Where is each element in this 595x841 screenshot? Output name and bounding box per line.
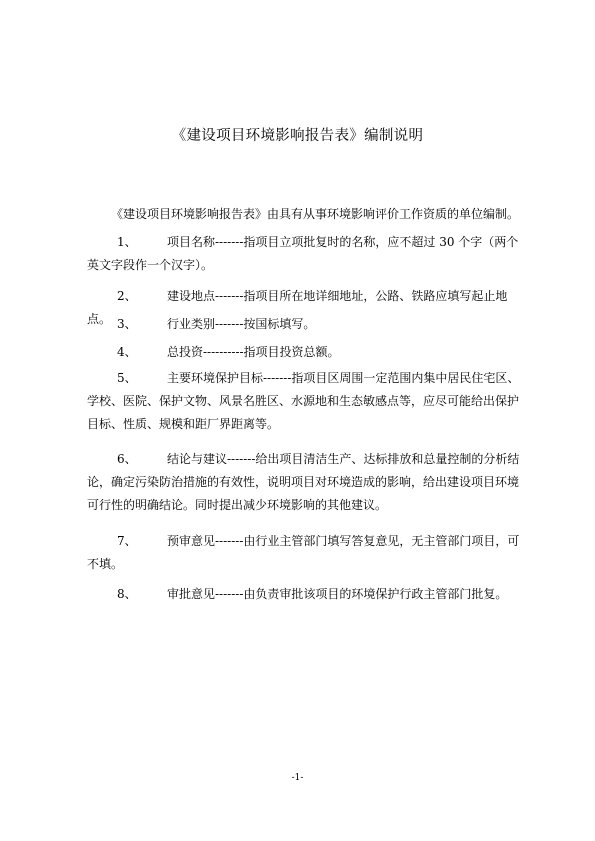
document-title: 《建设项目环境影响报告表》编制说明 bbox=[171, 128, 424, 144]
item-text: 总投资----------指项目投资总额。 bbox=[167, 345, 340, 359]
list-item bbox=[87, 231, 528, 277]
item-number: 8、 bbox=[117, 587, 137, 601]
item-number: 5、 bbox=[117, 371, 137, 385]
item-number: 3、 bbox=[117, 317, 137, 331]
item-text: 项目名称-------指项目立项批复时的名称，应不超过 30 个字（两个英文字段作一个汉字）。 bbox=[87, 235, 519, 272]
item-number: 4、 bbox=[117, 345, 137, 359]
item-text: 建设地点-------指项目所在地详细地址，公路、铁路应填写起止地点。 bbox=[87, 289, 508, 326]
list-item bbox=[87, 530, 528, 576]
item-number: 6、 bbox=[117, 452, 137, 466]
item-text: 结论与建议-------给出项目清洁生产、达标排放和总量控制的分析结论，确定污染防治措施的有效性，说明项目对环境造成的影响，给出建设项目环境可行性的明确结论。同时提出减少环境影响的其他建议。 bbox=[87, 452, 520, 512]
item-text: 预审意见-------由行业主管部门填写答复意见，无主管部门项目，可不填。 bbox=[87, 534, 520, 571]
item-text: 主要环境保护目标-------指项目区周围一定范围内集中居民住宅区、学校、医院、保护文物、风景名胜区、水源地和生态敏感点等，应尽可能给出保护目标、性质、规模和距厂界距离等。 bbox=[87, 371, 520, 431]
item-text: 行业类别-------按国标填写。 bbox=[167, 317, 316, 331]
list-item bbox=[87, 367, 528, 436]
page-number: -1- bbox=[291, 773, 304, 783]
item-number: 1、 bbox=[117, 235, 137, 249]
intro-paragraph: 《建设项目环境影响报告表》由具有从事环境影响评价工作资质的单位编制。 bbox=[111, 207, 520, 221]
list-item bbox=[87, 313, 528, 336]
item-number: 7、 bbox=[117, 534, 137, 548]
list-item bbox=[87, 448, 528, 517]
item-text: 审批意见-------由负责审批该项目的环境保护行政主管部门批复。 bbox=[167, 587, 508, 601]
list-item bbox=[87, 583, 528, 606]
item-number: 2、 bbox=[117, 289, 137, 303]
list-item bbox=[87, 341, 528, 364]
